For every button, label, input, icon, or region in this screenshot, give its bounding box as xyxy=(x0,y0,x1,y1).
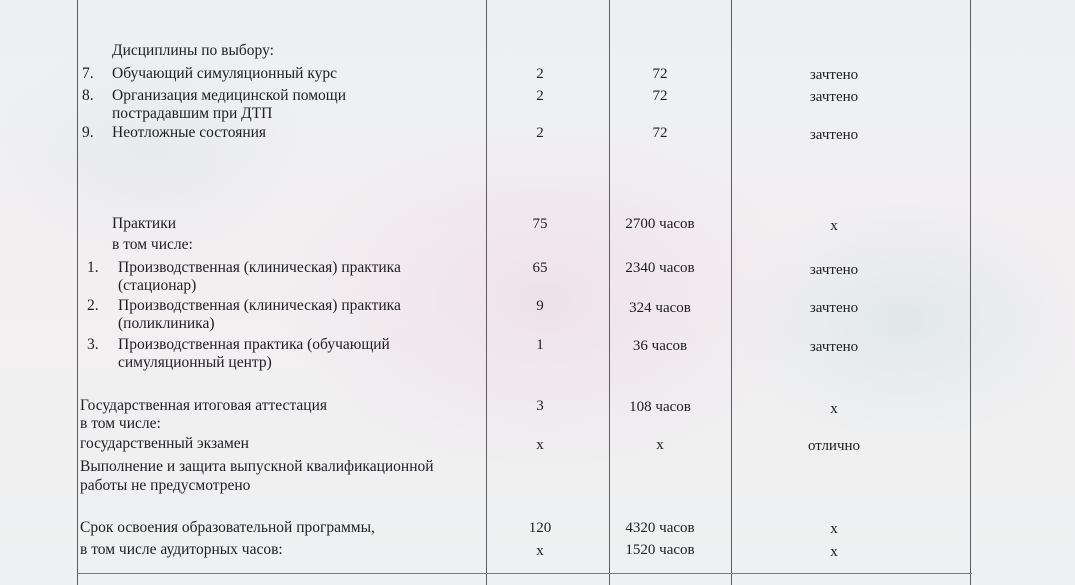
grade-value: х xyxy=(830,401,838,417)
exam-label: государственный экзамен xyxy=(80,435,249,452)
table-border-right xyxy=(970,0,971,585)
hours-value: х xyxy=(656,437,664,453)
practice-name: Производственная (клиническая) практика xyxy=(118,259,401,276)
credits-value: 1 xyxy=(536,337,544,353)
credits-value: 2 xyxy=(536,125,544,141)
practice-name-continued: симуляционный центр) xyxy=(118,354,272,371)
section-electives-heading: Дисциплины по выбору: xyxy=(112,42,274,59)
practices-heading: Практики xyxy=(112,215,177,232)
hours-value: 36 часов xyxy=(632,338,688,354)
attestation-heading: Государственная итоговая аттестация xyxy=(80,397,328,414)
credits-value: 2 xyxy=(536,66,544,82)
practices-subtitle: в том числе: xyxy=(112,236,193,253)
practice-name-continued: (стационар) xyxy=(118,277,197,294)
attestation-subtitle: в том числе: xyxy=(80,415,161,432)
hours-value: 72 xyxy=(652,88,668,104)
credits-value: 2 xyxy=(536,88,544,104)
row-number: 8. xyxy=(82,87,94,104)
hours-value: 2700 часов xyxy=(625,216,695,232)
row-number: 3. xyxy=(87,336,99,353)
hours-value: 4320 часов xyxy=(625,520,695,536)
row-number: 7. xyxy=(82,65,94,82)
practice-name-continued: (поликлиника) xyxy=(118,315,215,332)
row-number: 9. xyxy=(82,124,94,141)
grade-value: х xyxy=(830,544,838,560)
discipline-name-continued: пострадавшим при ДТП xyxy=(112,105,273,122)
credits-value: 65 xyxy=(532,260,548,276)
table-column-divider-grade xyxy=(731,0,732,585)
credits-value: 3 xyxy=(536,398,544,414)
credits-value: 120 xyxy=(528,520,552,536)
table-bottom-edge xyxy=(77,573,972,574)
grade-value: х xyxy=(830,521,838,537)
credits-value: 75 xyxy=(532,216,548,232)
table-column-divider-hours xyxy=(609,0,610,585)
grade-value: зачтено xyxy=(809,127,859,143)
hours-value: 2340 часов xyxy=(625,260,695,276)
hours-value: 108 часов xyxy=(629,399,691,415)
table-column-divider-credits xyxy=(486,0,487,585)
hours-value: 72 xyxy=(652,125,668,141)
credits-value: х xyxy=(536,543,544,559)
hours-value: 1520 часов xyxy=(625,542,695,558)
credits-value: 9 xyxy=(536,298,544,314)
hours-value: 72 xyxy=(652,66,668,82)
grade-value: зачтено xyxy=(809,339,859,355)
auditory-hours-label: в том числе аудиторных часов: xyxy=(80,541,283,558)
grade-value: зачтено xyxy=(809,67,859,83)
row-number: 2. xyxy=(87,297,99,314)
credits-value: х xyxy=(536,437,544,453)
practice-name: Производственная практика (обучающий xyxy=(118,336,390,353)
grade-value: зачтено xyxy=(809,262,859,278)
thesis-note-continued: работы не предусмотрено xyxy=(80,477,251,494)
practice-name: Производственная (клиническая) практика xyxy=(118,297,401,314)
term-label: Срок освоения образовательной программы, xyxy=(80,519,375,536)
grade-value: х xyxy=(830,218,838,234)
grade-value: отлично xyxy=(807,438,861,454)
row-number: 1. xyxy=(87,259,99,276)
thesis-note: Выполнение и защита выпускной квалификационной xyxy=(80,458,434,475)
discipline-name: Организация медицинской помощи xyxy=(112,87,346,104)
hours-value: 324 часов xyxy=(629,300,691,316)
grade-value: зачтено xyxy=(809,300,859,316)
table-border-left xyxy=(77,0,78,585)
discipline-name: Неотложные состояния xyxy=(112,124,267,141)
discipline-name: Обучающий симуляционный курс xyxy=(112,65,338,82)
grade-value: зачтено xyxy=(809,89,859,105)
